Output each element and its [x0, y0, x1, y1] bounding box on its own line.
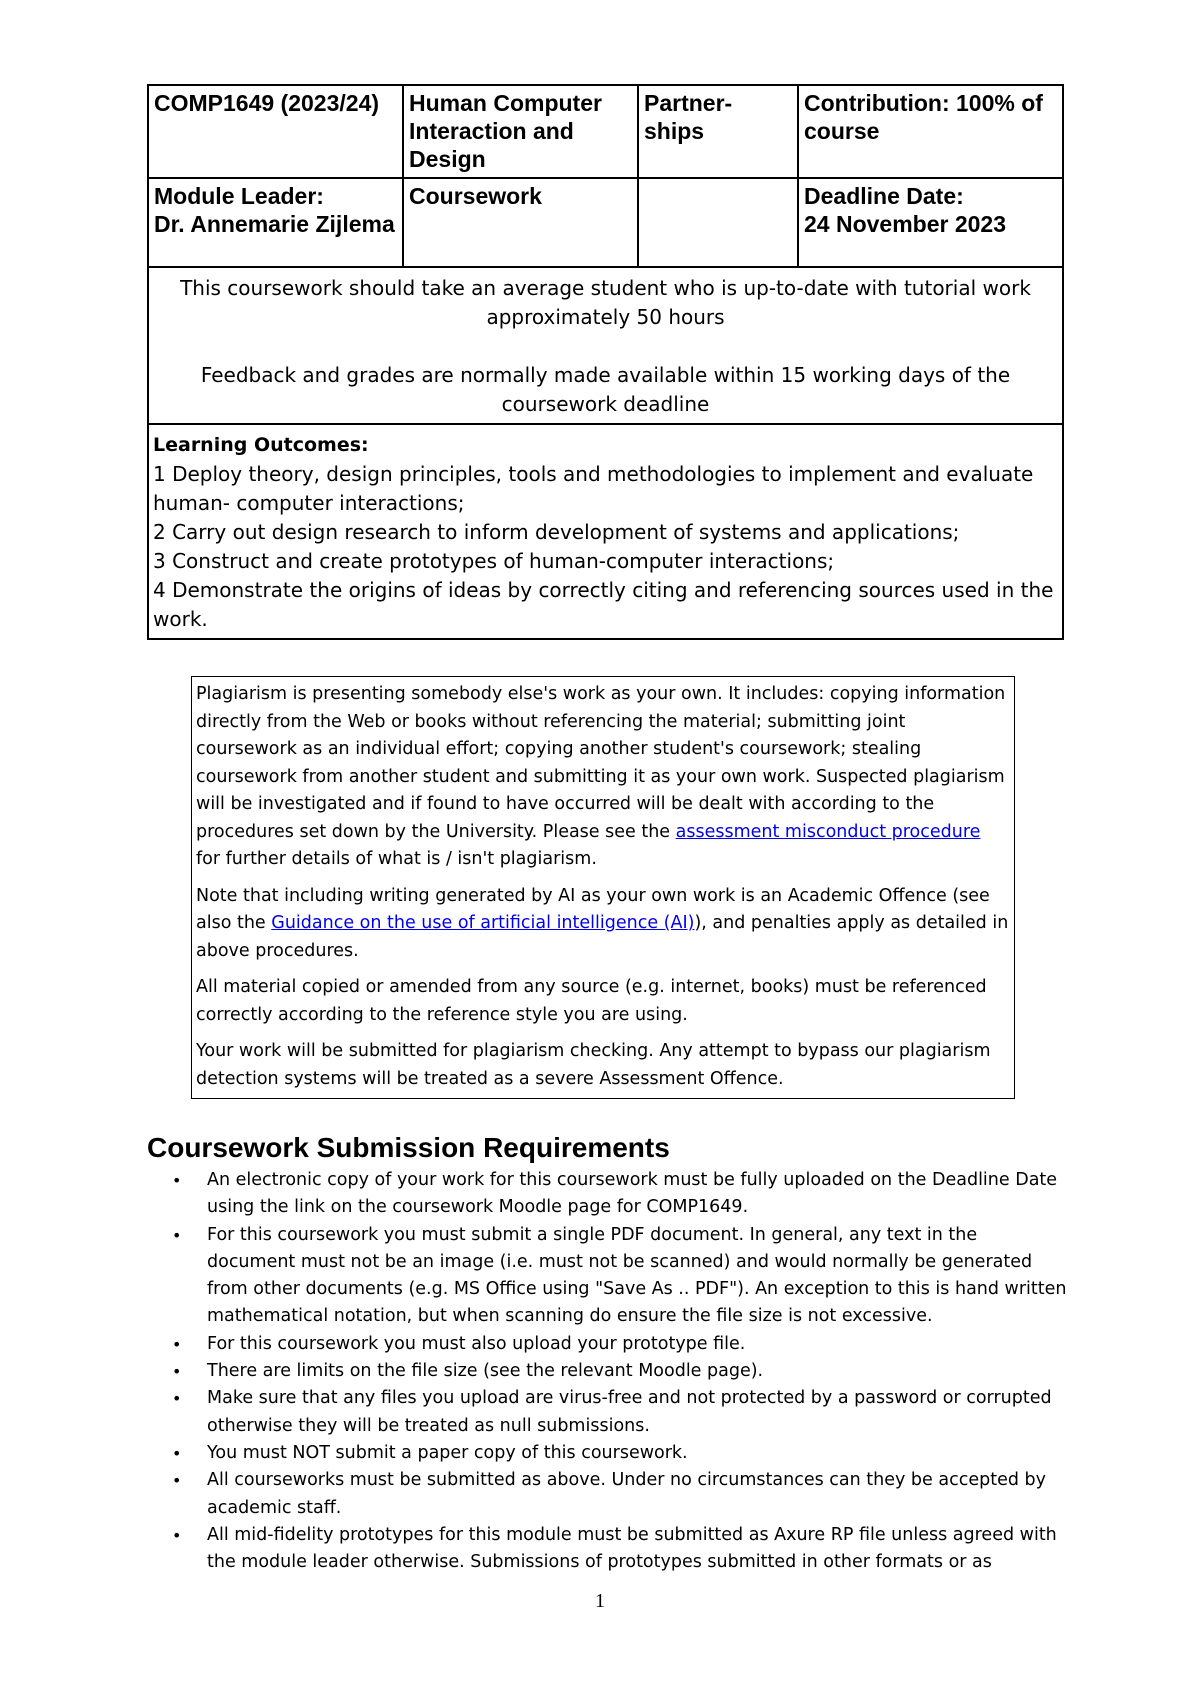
- feedback-note: Feedback and grades are normally made available within 15 working days of the coursework deadline: [200, 363, 1011, 416]
- submission-requirements-list: [147, 1167, 1067, 1576]
- list-item: [147, 1385, 1067, 1440]
- bullet-icon: •: [172, 1525, 182, 1545]
- ai-text-end: ), and penalties apply as detailed in above procedures.: [196, 913, 1009, 961]
- ai-text: Note that including writing generated by AI as your own work is an Academic Offence (see also the: [196, 885, 990, 933]
- list-item: [147, 1358, 1067, 1385]
- learning-outcome-item: 4 Demonstrate the origins of ideas by correctly citing and referencing sources used in the work.: [153, 578, 1054, 631]
- plagiarism-text-end: for further details of what is / isn't plagiarism.: [196, 849, 597, 869]
- list-item-text: All courseworks must be submitted as above. Under no circumstances can they be accepted by academic staff.: [207, 1470, 1046, 1518]
- list-item: [147, 1440, 1067, 1467]
- learning-outcome-item: 1 Deploy theory, design principles, tools and methodologies to implement and evaluate human- computer interactions;: [153, 462, 1034, 515]
- plagiarism-check-paragraph: Your work will be submitted for plagiarism checking. Any attempt to bypass our plagiarism detection systems will be treated as a severe Assessment Offence.: [196, 1041, 991, 1089]
- list-item-text: For this coursework you must submit a single PDF document. In general, any text in the document must not be an image (i.e. must not be scanned) and would normally be generated from other documents (e.g. MS Office using "Save As .. PDF"). An exception to this is hand written mathematical notation, but when scanning do ensure the file size is not excessive.: [207, 1224, 1067, 1327]
- empty-cell: [638, 178, 798, 267]
- learning-outcomes: [148, 424, 1063, 639]
- learning-outcome-item: 2 Carry out design research to inform development of systems and applications;: [153, 520, 960, 544]
- list-item: [147, 1522, 1067, 1577]
- assessment-type: Coursework: [403, 178, 638, 267]
- list-item: [147, 1222, 1067, 1331]
- module-leader-cell: [148, 178, 403, 267]
- plagiarism-paragraph-1: [196, 681, 1010, 874]
- bullet-icon: •: [172, 1389, 182, 1409]
- deadline-label: Deadline Date:: [804, 183, 964, 209]
- list-item: [147, 1467, 1067, 1522]
- ai-guidance-link[interactable]: Guidance on the use of artificial intelligence (AI): [271, 913, 695, 933]
- workload-info: [148, 267, 1063, 424]
- referencing-paragraph: All material copied or amended from any source (e.g. internet, books) must be referenced correctly according to the reference style you are using.: [196, 977, 987, 1025]
- learning-outcomes-heading: Learning Outcomes:: [153, 434, 369, 456]
- list-item-text: There are limits on the file size (see the relevant Moodle page).: [207, 1361, 764, 1382]
- list-item-text: An electronic copy of your work for this coursework must be fully uploaded on the Deadline Date using the link on the coursework Moodle page for COMP1649.: [207, 1170, 1058, 1218]
- module-code: COMP1649 (2023/24): [148, 85, 403, 178]
- contribution-cell: Contribution: 100% of course: [798, 85, 1063, 178]
- module-title: Human Computer Interaction and Design: [403, 85, 638, 178]
- list-item-text: You must NOT submit a paper copy of this coursework.: [207, 1442, 688, 1463]
- deadline-cell: [798, 178, 1063, 267]
- module-leader-name: Dr. Annemarie Zijlema: [154, 211, 395, 237]
- partnerships-cell: Partner-ships: [638, 85, 798, 178]
- list-item: [147, 1331, 1067, 1358]
- deadline-value: 24 November 2023: [804, 211, 1007, 237]
- assessment-misconduct-link[interactable]: assessment misconduct procedure: [675, 821, 981, 842]
- plagiarism-notice: [191, 676, 1015, 1099]
- bullet-icon: •: [172, 1362, 182, 1382]
- module-info-table: [147, 84, 1064, 640]
- learning-outcome-item: 3 Construct and create prototypes of human-computer interactions;: [153, 549, 835, 573]
- submission-requirements-heading: Coursework Submission Requirements: [147, 1132, 670, 1163]
- time-estimate: This coursework should take an average student who is up-to-date with tutorial work approximately 50 hours: [180, 276, 1031, 329]
- list-item-text: Make sure that any files you upload are virus-free and not protected by a password or corrupted otherwise they will be treated as null submissions.: [207, 1388, 1052, 1436]
- bullet-icon: •: [172, 1171, 182, 1190]
- ai-paragraph: [196, 883, 1010, 966]
- module-leader-label: Module Leader:: [154, 183, 324, 209]
- bullet-icon: •: [172, 1334, 182, 1354]
- plagiarism-text: Plagiarism is presenting somebody else's work as your own. It includes: copying information directly from the Web or books without referencing the material; submitting joint coursework as an individual effort; copying another student's coursework; stealing coursework from another student and submitting it as your own work. Suspected plagiarism will be investigated and if found to have occurred will be dealt with according to the procedures set down by the University. Please see the: [196, 684, 1006, 842]
- list-item: [147, 1167, 1067, 1222]
- bullet-icon: •: [172, 1471, 182, 1491]
- bullet-icon: •: [172, 1225, 182, 1245]
- list-item-text: All mid-fidelity prototypes for this module must be submitted as Axure RP file unless agreed with the module leader otherwise. Submissions of prototypes submitted in other formats or as: [207, 1524, 1057, 1573]
- page-number: 1: [595, 1590, 605, 1612]
- list-item-text: For this coursework you must also upload your prototype file.: [207, 1333, 746, 1354]
- bullet-icon: •: [172, 1443, 182, 1463]
